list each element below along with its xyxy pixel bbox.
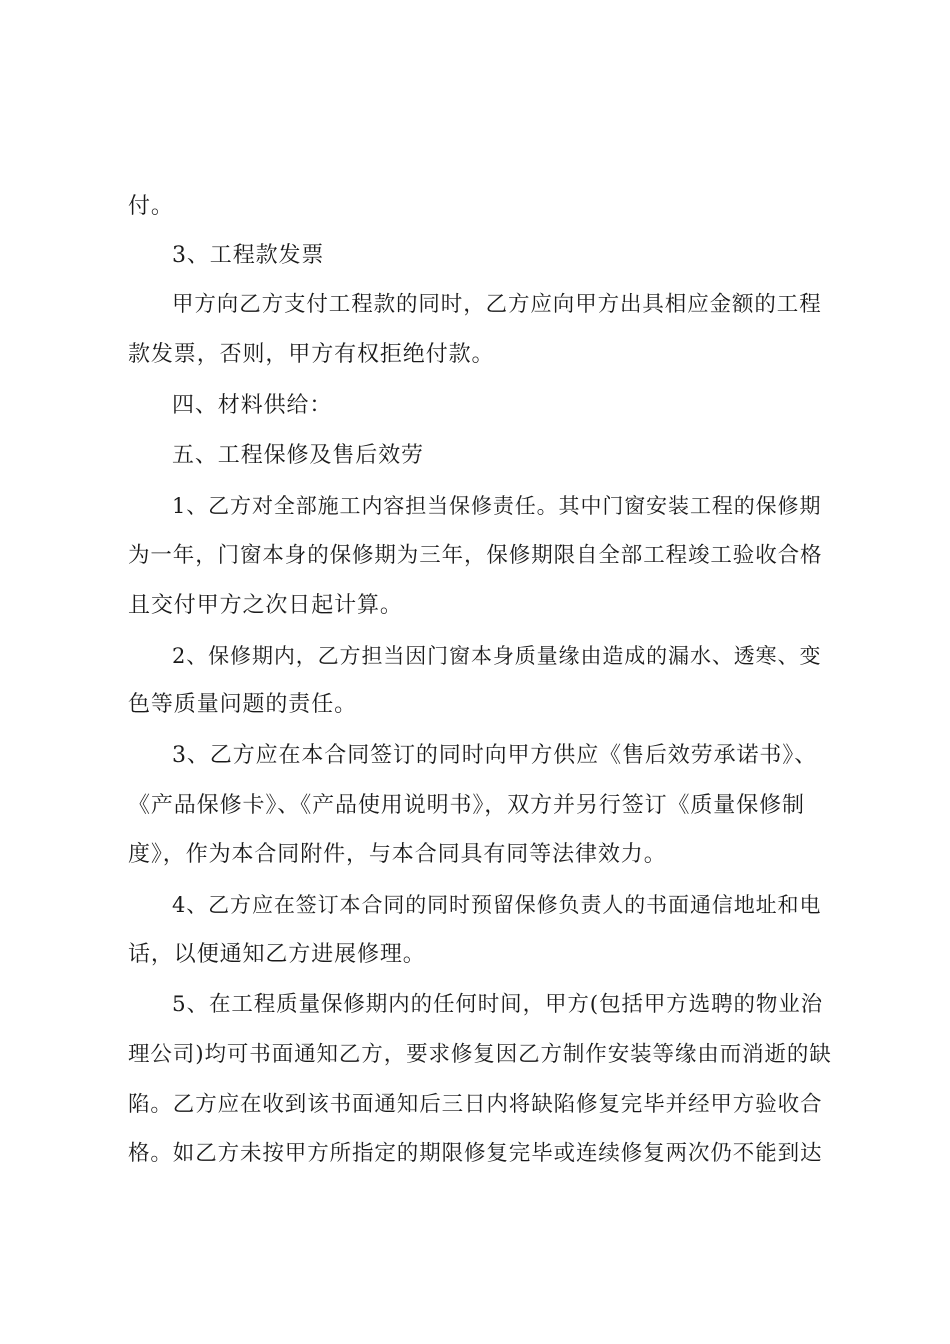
text-line: 《产品保修卡》、《产品使用说明书》，双方并另行签订《质量保修制 xyxy=(128,793,805,818)
section-heading: 四、材料供给： xyxy=(172,393,333,418)
section-heading: 3、工程款发票 xyxy=(172,243,325,268)
text-line: 理公司)均可书面通知乙方，要求修复因乙方制作安装等缘由而消逝的缺 xyxy=(128,1042,832,1067)
text-line: 陷。乙方应在收到该书面通知后三日内将缺陷修复完毕并经甲方验收合 xyxy=(128,1092,823,1117)
text-line: 色等质量问题的责任。 xyxy=(128,692,358,717)
text-line: 5、在工程质量保修期内的任何时间，甲方(包括甲方选聘的物业治 xyxy=(172,992,824,1017)
text-line: 付。 xyxy=(128,194,174,219)
text-line: 4、乙方应在签订本合同的同时预留保修负责人的书面通信地址和电 xyxy=(172,893,822,917)
text-line: 甲方向乙方支付工程款的同时，乙方应向甲方出具相应金额的工程 xyxy=(172,292,822,317)
section-heading: 五、工程保修及售后效劳 xyxy=(172,443,424,468)
text-line: 款发票，否则，甲方有权拒绝付款。 xyxy=(128,342,495,367)
text-line: 2、保修期内，乙方担当因门窗本身质量缘由造成的漏水、透寒、变 xyxy=(172,644,822,668)
text-line: 度》，作为本合同附件，与本合同具有同等法律效力。 xyxy=(128,842,667,867)
text-line: 为一年，门窗本身的保修期为三年，保修期限自全部工程竣工验收合格 xyxy=(128,543,823,568)
text-line: 话，以便通知乙方进展修理。 xyxy=(128,942,426,967)
text-line: 且交付甲方之次日起计算。 xyxy=(128,593,403,618)
text-line: 3、乙方应在本合同签订的同时向甲方供应《售后效劳承诺书》、 xyxy=(172,743,818,768)
text-line: 格。如乙方未按甲方所指定的期限修复完毕或连续修复两次仍不能到达 xyxy=(128,1141,823,1166)
text-line: 1、乙方对全部施工内容担当保修责任。其中门窗安装工程的保修期 xyxy=(172,494,822,518)
